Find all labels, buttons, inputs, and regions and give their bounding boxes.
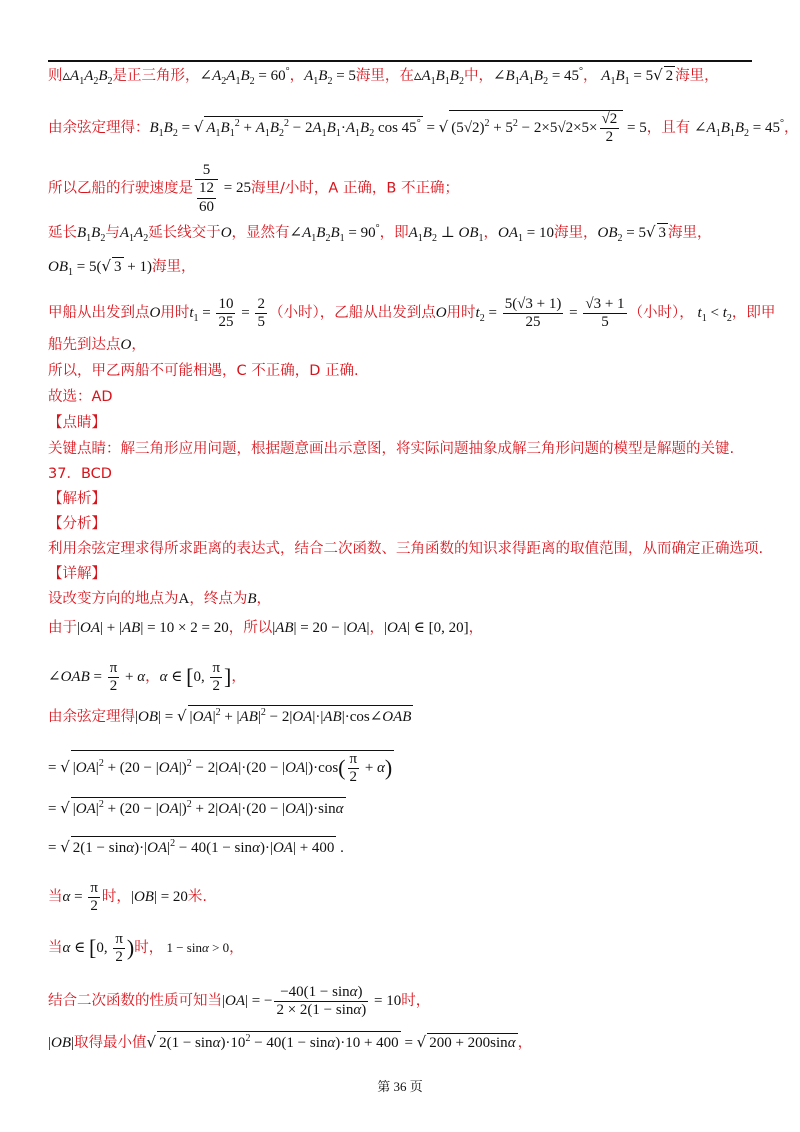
line-18: 由于|OA| + |AB| = 10 × 2 = 20，所以|AB| = 20 − |OA|，|OA| ∈ [0, 20]，: [48, 620, 484, 636]
formula: $OA_1 = 10$: [498, 225, 555, 244]
formula: $▵A_1A_2B_2$: [62, 68, 113, 87]
formula: |OA| = − $\frac{-40(1 - \sin\alpha)}{2 \times 2(1 - \sin\alpha)}$ = 10: [222, 984, 402, 1019]
formula: = √ $|OA|^2 + (20 - |OA|)^2 - 2|OA|\cdot(20 - |OA|)\cdot\cos$( $\frac{\pi}{2}$ + α): [48, 751, 393, 786]
text: ，即甲: [731, 305, 776, 322]
section-heading-xiangjie: [48, 567, 106, 582]
line-3: [48, 162, 459, 216]
text: 结合二次函数的性质可知当: [48, 993, 222, 1010]
line-2: 由余弦定理得：$B_1B_2$ = √ $A_1B_1^2 + A_1B_2^2 - 2A_1B_1\cdot A_1B_2$ cos 45° = √ $(5√2)^2 + 5^2 - 2\times 5√2\times 5\times$ $\frac{√2}{2}$ = 5，且有 $\angle A_1B_1B_2 = 45^\circ$，: [48, 111, 799, 146]
text: 当: [48, 940, 63, 957]
formula: O: [149, 305, 161, 322]
text: 海里/小时，A 正确，B 不正确；: [250, 180, 459, 197]
formula: $A_1A_2$: [119, 225, 149, 244]
text: ，显然有: [231, 225, 290, 241]
text: 延长线交于: [148, 225, 221, 241]
text: 时，: [401, 993, 431, 1010]
text: 利用余弦定理求得所求距离的表达式，结合二次函数、三角函数的知识求得距离的取值范围，从而确定正确选项.: [48, 541, 764, 557]
formula: $t_1$ = $\frac{10}{25}$ = $\frac{2}{5}$: [189, 296, 265, 331]
formula: $t_1 < t_2$: [697, 305, 732, 325]
line-11: [48, 442, 734, 457]
text: ，终点为: [189, 591, 248, 607]
formula: 1 − sinα > 0: [163, 940, 230, 956]
text: 当: [48, 889, 63, 906]
text: 由余弦定理得：: [48, 120, 150, 137]
line-20: [48, 705, 413, 728]
line-7: 船先到达点O，: [48, 337, 146, 353]
line-4: [48, 223, 712, 244]
text: 时，: [134, 940, 164, 957]
formula: $A_1B_1 = 5√$ 2: [601, 66, 674, 87]
text: （小时），乙船从出发到点: [268, 305, 436, 322]
text: 所以乙船的行驶速度是: [48, 180, 193, 197]
line-9: [48, 390, 113, 405]
formula: = √ $|OA|^2 + (20 - |OA|)^2 + 2|OA|\cdot(20 - |OA|)\cdot\sin\alpha$: [48, 801, 346, 817]
formula: $OB_2 = 5√$ 3: [597, 223, 667, 244]
text: 海里，在: [355, 68, 414, 84]
formula: $A_1B_2$ ⊥ $OB_1$: [408, 225, 484, 244]
question-number: [48, 467, 112, 482]
text: 【解析】: [48, 491, 106, 507]
formula: |OA| + |AB| = 10 × 2 = 20: [77, 620, 229, 636]
formula: $OB_1 = 5(√$ 3 + 1): [48, 257, 152, 278]
text: 海里，: [668, 225, 712, 241]
section-heading-jiexi: [48, 492, 106, 507]
text: 由余弦定理得: [48, 709, 135, 725]
formula: √ $2(1 - \sin\alpha)\cdot 10^2 - 40(1 - \sin\alpha)\cdot 10 + 400$ = √ 200 + 200sinα: [147, 1035, 518, 1051]
text: 与: [105, 225, 120, 241]
formula: O: [220, 225, 232, 241]
line-19: ∠OAB = $\frac{\pi}{2}$ + α，α ∈ [0, $\frac{\pi}{2}$ ]，: [48, 660, 246, 695]
formula: α ∈ [0, $\frac{\pi}{2}$ ]: [159, 660, 232, 695]
text: 故选：AD: [48, 389, 113, 405]
formula: $t_2$ = $\frac{5(√3 + 1)}{25}$ = $\frac{√3 + 1}{5}$: [475, 296, 625, 331]
formula: $\angle B_1A_1B_2 = 45^\circ$: [492, 66, 584, 87]
formula: |OB| = 20: [130, 889, 188, 906]
line-24: [48, 880, 207, 916]
formula: $A_1B_2 = 5$: [304, 68, 356, 87]
text: 所以，甲乙两船不可能相遇，C 不正确，D 正确.: [48, 363, 359, 379]
header-rule: [48, 60, 752, 62]
text: ，所以: [228, 620, 273, 636]
line-15: [48, 542, 763, 557]
line-23: [48, 836, 344, 859]
text: 海里，: [152, 259, 196, 275]
formula: O: [120, 337, 132, 353]
line-8: [48, 364, 359, 379]
text: 海里，: [675, 68, 719, 84]
section-heading-fenxi: [48, 517, 106, 532]
text: 由于: [48, 620, 77, 636]
formula: |OB| = √ $|OA|^2 + |AB|^2$ − 2|OA|·|AB|·cos∠OAB: [135, 709, 413, 725]
formula: $\frac{5}{\frac{12}{60}}$ = 25: [193, 180, 251, 196]
text: 海里，: [554, 225, 598, 241]
text: ，: [483, 225, 499, 241]
page-number: 第 36 页: [377, 1079, 423, 1094]
text: 是正三角形，: [112, 68, 200, 84]
text: 【点睛】: [48, 415, 106, 431]
text: 中，: [463, 68, 493, 84]
formula: A: [178, 591, 190, 607]
formula: = √ $2(1 - \sin\alpha)\cdot|OA|^2 - 40(1 - \sin\alpha)\cdot|OA| + 400$ .: [48, 840, 344, 856]
text: ，且有: [646, 120, 691, 137]
text: 取得最小值: [74, 1035, 147, 1051]
formula: |OB|: [48, 1035, 75, 1051]
formula: $B_1B_2$ = √ $A_1B_1^2 + A_1B_2^2 - 2A_1B_1\cdot A_1B_2$ cos 45° = √ $(5√2)^2 + 5^2 - 2\times 5√2\times 5\times$ $\frac{√2}{2}$ = 5: [149, 111, 647, 146]
line-22: [48, 797, 346, 820]
text: 【详解】: [48, 566, 106, 582]
formula: B: [247, 591, 257, 607]
text: （小时），: [628, 305, 694, 322]
line-27: |OB|取得最小值√ $2(1 - \sin\alpha)\cdot 10^2 - 40(1 - \sin\alpha)\cdot 10 + 400$ = √ 200 + 200sinα ，: [48, 1031, 532, 1054]
text: 延长: [48, 225, 77, 241]
line-1: 则$▵A_1A_2B_2$是正三角形，$\angle A_2A_1B_2 = 60^\circ$，$A_1B_2 = 5$海里，在$▵A_1B_1B_2$中，$\angle B_1A_1B_2 = 45^\circ$， $A_1B_1 = 5√$ 2 海里，: [48, 66, 719, 87]
text: 时，: [101, 889, 131, 906]
text: 则: [48, 68, 63, 84]
formula: O: [435, 305, 447, 322]
formula: α ∈ [0, $\frac{\pi}{2}$ ): [62, 931, 135, 966]
text: 甲船从出发到点: [48, 305, 150, 322]
line-5: [48, 257, 196, 278]
formula: $\angle A_1B_1B_2 = 45^\circ$: [690, 118, 785, 140]
formula: $▵A_1B_1B_2$: [413, 68, 464, 87]
line-26: [48, 984, 430, 1020]
formula: $\angle A_2A_1B_2 = 60^\circ$: [199, 66, 290, 87]
text: 【分析】: [48, 516, 106, 532]
text: 37．BCD: [48, 466, 112, 482]
line-21: [48, 750, 394, 787]
text: 设改变方向的地点为: [48, 591, 179, 607]
formula: $\angle A_1B_2B_1 = 90^\circ$: [289, 223, 380, 244]
formula: |AB| = 20 − |OA|: [272, 620, 370, 636]
text: 船先到达点: [48, 337, 121, 353]
text: 关键点睛：解三角形应用问题，根据题意画出示意图，将实际问题抽象成解三角形问题的模型是解题的关键.: [48, 441, 735, 457]
line-17: 设改变方向的地点为A，终点为B，: [48, 591, 272, 607]
text: 用时: [446, 305, 476, 322]
formula: ∠OAB = $\frac{\pi}{2}$ + α: [48, 660, 146, 695]
formula: |OA| ∈ [0, 20]: [384, 620, 469, 636]
section-heading-dianjing: [48, 416, 106, 431]
formula: $B_1B_2$: [77, 225, 106, 244]
formula: α = $\frac{\pi}{2}$: [62, 880, 98, 915]
line-6: [48, 296, 775, 332]
text: ，即: [379, 225, 409, 241]
text: 米.: [187, 889, 208, 906]
line-25: 当α ∈ [0, $\frac{\pi}{2}$ )时， 1 − sinα > 0，: [48, 931, 244, 966]
text: 用时: [160, 305, 190, 322]
